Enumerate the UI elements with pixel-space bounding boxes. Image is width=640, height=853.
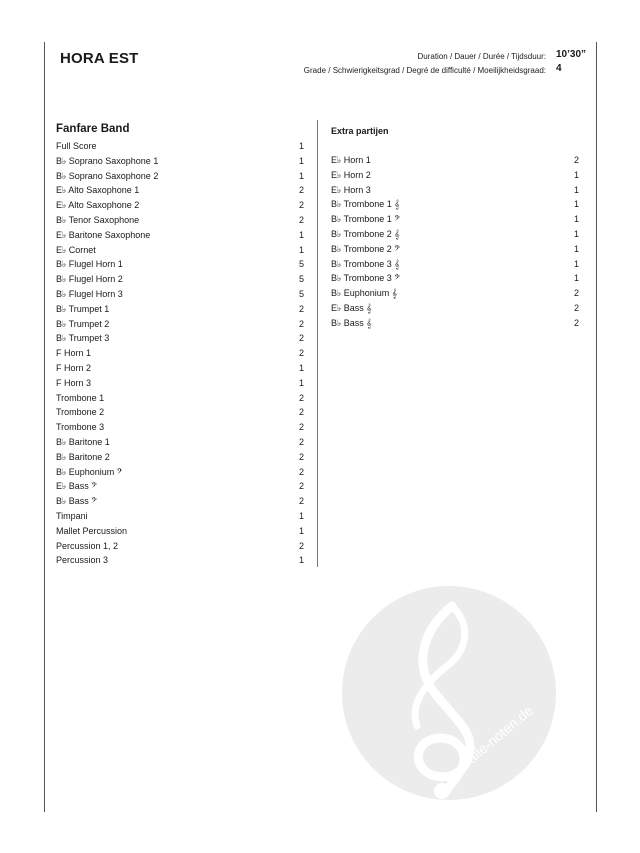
part-row (56, 494, 304, 509)
part-row (56, 346, 304, 361)
part-row (331, 197, 579, 212)
part-row (331, 316, 579, 331)
part-name: E♭ Alto Saxophone 2 (56, 200, 140, 211)
part-row (56, 213, 304, 228)
part-row (56, 479, 304, 494)
part-name: E♭ Baritone Saxophone (56, 229, 151, 240)
part-row (56, 361, 304, 376)
part-count: 1 (573, 258, 579, 269)
part-count: 1 (298, 244, 304, 255)
part-name: Mallet Percussion (56, 525, 128, 536)
page-border-right (596, 42, 597, 812)
part-row (331, 286, 579, 301)
part-count: 2 (298, 318, 304, 329)
part-name: B♭ Soprano Saxophone 2 (56, 170, 159, 181)
part-name: B♭ Trombone 3 𝄞 (331, 258, 400, 269)
part-row (56, 198, 304, 213)
part-name: B♭ Soprano Saxophone 1 (56, 155, 159, 166)
part-name: F Horn 3 (56, 377, 92, 388)
part-count: 5 (298, 259, 304, 270)
part-name: B♭ Trumpet 3 (56, 333, 110, 344)
part-name: B♭ Bass 𝄞 (331, 317, 372, 328)
part-row (56, 465, 304, 480)
part-count: 2 (298, 214, 304, 225)
part-row (56, 405, 304, 420)
part-name: E♭ Horn 2 (331, 169, 371, 180)
part-count: 2 (298, 466, 304, 477)
part-count: 2 (298, 436, 304, 447)
extra-parts-heading: Extra partijen (331, 126, 389, 136)
part-name: Trombone 2 (56, 407, 105, 418)
part-row (56, 257, 304, 272)
part-name: B♭ Baritone 2 (56, 451, 110, 462)
part-row (56, 243, 304, 258)
part-row (331, 168, 579, 183)
part-name: B♭ Flugel Horn 1 (56, 259, 123, 270)
grade-label: Grade / Schwierigkeitsgrad / Degré de difficulté / Moeilijkheidsgraad: (303, 66, 546, 75)
part-name: B♭ Trumpet 2 (56, 318, 110, 329)
part-name: B♭ Trombone 1 𝄞 (331, 199, 400, 210)
part-row (56, 420, 304, 435)
part-row (56, 450, 304, 465)
part-count: 1 (573, 199, 579, 210)
part-count: 1 (573, 228, 579, 239)
part-name: E♭ Bass 𝄢 (56, 481, 98, 492)
part-count: 1 (298, 525, 304, 536)
part-count: 2 (298, 333, 304, 344)
part-name: Percussion 1, 2 (56, 540, 119, 551)
part-row (56, 553, 304, 568)
part-count: 1 (573, 184, 579, 195)
part-name: E♭ Horn 3 (331, 184, 371, 195)
part-name: F Horn 1 (56, 348, 92, 359)
part-row (56, 139, 304, 154)
part-name: B♭ Trombone 3 𝄢 (331, 273, 401, 284)
part-row (56, 183, 304, 198)
part-row (56, 154, 304, 169)
part-count: 2 (298, 200, 304, 211)
part-name: E♭ Cornet (56, 244, 96, 255)
part-row (331, 257, 579, 272)
part-row (56, 169, 304, 184)
part-row (56, 509, 304, 524)
watermark-logo (342, 586, 556, 800)
part-name: B♭ Euphonium 𝄢 (56, 466, 123, 477)
duration-label: Duration / Dauer / Durée / Tijdsduur: (417, 52, 546, 61)
treble-clef-icon (342, 586, 556, 800)
part-row (56, 331, 304, 346)
part-row (331, 183, 579, 198)
part-count: 5 (298, 274, 304, 285)
part-count: 1 (573, 243, 579, 254)
part-row (331, 227, 579, 242)
part-name: B♭ Trombone 2 𝄞 (331, 228, 400, 239)
part-count: 2 (298, 540, 304, 551)
part-row (331, 153, 579, 168)
part-name: Percussion 3 (56, 555, 109, 566)
part-count: 2 (298, 451, 304, 462)
part-count: 1 (573, 214, 579, 225)
part-name: E♭ Bass 𝄞 (331, 302, 372, 313)
part-count: 1 (298, 510, 304, 521)
part-name: B♭ Flugel Horn 2 (56, 274, 123, 285)
part-name: B♭ Trombone 2 𝄢 (331, 243, 401, 254)
part-name: E♭ Horn 1 (331, 155, 371, 165)
part-row (331, 271, 579, 286)
part-count: 1 (573, 273, 579, 284)
part-count: 1 (298, 229, 304, 240)
part-row (56, 302, 304, 317)
part-name: Trombone 1 (56, 392, 105, 403)
part-count: 1 (298, 170, 304, 181)
page-border-left (44, 42, 45, 812)
part-count: 2 (573, 288, 579, 299)
part-count: 1 (298, 555, 304, 566)
part-count: 2 (298, 481, 304, 492)
part-row (331, 212, 579, 227)
extra-parts-list (331, 153, 579, 331)
fanfare-band-heading: Fanfare Band (56, 123, 130, 135)
part-name: F Horn 2 (56, 362, 92, 373)
part-name: Full Score (56, 141, 97, 151)
duration-value: 10’30” (556, 49, 587, 60)
part-count: 2 (573, 302, 579, 313)
part-name: B♭ Flugel Horn 3 (56, 288, 123, 299)
part-row (56, 391, 304, 406)
part-name: E♭ Alto Saxophone 1 (56, 185, 140, 196)
part-name: B♭ Tenor Saxophone (56, 214, 140, 225)
part-count: 2 (298, 407, 304, 418)
part-count: 1 (573, 169, 579, 180)
column-divider (317, 120, 318, 567)
part-count: 2 (298, 303, 304, 314)
piece-title: HORA EST (60, 50, 139, 67)
part-row (56, 272, 304, 287)
part-row (331, 242, 579, 257)
part-name: Timpani (56, 510, 88, 521)
part-count: 2 (298, 185, 304, 196)
part-count: 1 (298, 155, 304, 166)
part-count: 5 (298, 288, 304, 299)
part-count: 2 (298, 496, 304, 507)
part-name: B♭ Trumpet 1 (56, 303, 110, 314)
part-name: B♭ Bass 𝄢 (56, 496, 98, 507)
part-count: 2 (298, 422, 304, 433)
part-row (56, 376, 304, 391)
part-count: 2 (298, 348, 304, 359)
part-row (56, 524, 304, 539)
part-row (56, 539, 304, 554)
part-count: 1 (298, 362, 304, 373)
part-count: 2 (298, 392, 304, 403)
part-name: B♭ Euphonium 𝄞 (331, 288, 398, 299)
part-name: B♭ Baritone 1 (56, 436, 110, 447)
part-count: 1 (298, 141, 304, 151)
part-row (331, 301, 579, 316)
part-count: 2 (573, 317, 579, 328)
part-count: 1 (298, 377, 304, 388)
part-row (56, 287, 304, 302)
part-count: 2 (573, 155, 579, 165)
part-name: Trombone 3 (56, 422, 105, 433)
part-name: B♭ Trombone 1 𝄢 (331, 214, 401, 225)
watermark-text: alle-noten.de (463, 702, 536, 767)
grade-value: 4 (556, 63, 562, 74)
part-row (56, 228, 304, 243)
part-row (56, 317, 304, 332)
fanfare-parts-list (56, 139, 304, 568)
part-row (56, 435, 304, 450)
